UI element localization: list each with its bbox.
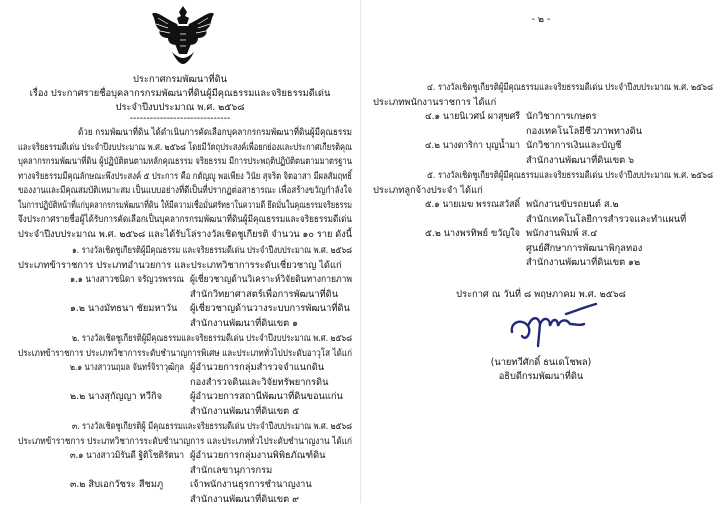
page-1 [0,0,360,503]
intro-paragraph-line: ด้วย กรมพัฒนาที่ดิน ได้ดำเนินการคัดเลือกบุคลากรกรมพัฒนาที่ดินผู้มีคุณธรรม [78,127,352,138]
awardee-name: ๕.๑ นายเมฆ พรรณสวัสดิ์ [425,199,520,210]
section-heading: ๒. รางวัลเชิดชูเกียรติผู้มีคุณธรรมและจริยธรรมดีเด่น ประจำปีงบประมาณ พ.ศ. ๒๕๖๘ [72,333,353,344]
awardee-name: ๕.๒ นางพรทิพย์ ขวัญใจ [425,228,521,239]
section-heading: ๑. รางวัลเชิดชูเกียรติผู้มีคุณธรรม และจริยธรรมดีเด่น ประจำปีงบประมาณ พ.ศ. ๒๕๖๘ [72,245,352,256]
awardee-position: ผู้เชี่ยวชาญด้านวางระบบการพัฒนาที่ดิน [190,303,350,314]
awardee-position: เจ้าพนักงานธุรการชำนาญงาน [190,479,312,490]
intro-paragraph-line: ทางจริยธรรมมีคุณลักษณะพึงประสงค์ ๕ ประการ คือ กตัญญู พอเพียง วินัย สุจริต จิตอาสา มีผลสัมฤทธิ์ [18,170,353,182]
awardee-position: กองสำรวจดินและวิจัยทรัพยากรดิน [190,376,329,388]
awardee-position: ผู้อำนวยการกลุ่มงานพิพิธภัณฑ์ดิน [190,450,326,461]
intro-paragraph-line: ประจำปีงบประมาณ พ.ศ. ๒๕๖๘ และได้รับโล่รางวัลเชิดชูเกียรติ จำนวน ๑๐ ราย ดังนี้ [18,228,353,240]
awardee-name: ๓.๑ นางสาวมิรันดี ฐิติโชติรัตนา [70,450,184,461]
awardee-name: ๒.๑ นางสาวนฤมล จันทร์จิราวุฒิกุล [70,362,185,373]
signatory-title: อธิบดีกรมพัฒนาที่ดิน [498,371,584,382]
awardee-name: ๑.๒ นางมัทธนา ชัยมหาวัน [70,303,178,314]
awardee-position: ผู้อำนวยการกลุ่มสำรวจจำแนกดิน [190,362,325,373]
awardee-position: สำนักงานพัฒนาที่ดินเขต ๑๒ [526,257,641,268]
awardee-name: ๔.๒ นางดาริกา บุญน้ำมา [425,140,521,151]
section-category: ประเภทข้าราชการ ประเภทวิชาการระดับชำนาญการ และประเภททั่วไประดับชำนาญงาน ได้แก่ [18,435,353,447]
section-heading: ๕. รางวัลเชิดชูเกียรติผู้มีคุณธรรมและจริยธรรมดีเด่น ประจำปีงบประมาณ พ.ศ. ๒๕๖๘ [427,170,713,181]
announcement-year: ประจำปีงบประมาณ พ.ศ. ๒๕๖๘ [115,102,245,113]
signatory-name: (นายทวีศักดิ์ ธนเดโชพล) [490,357,592,368]
awardee-position: สำนักงานพัฒนาที่ดินเขต ๖ [526,154,635,166]
intro-paragraph-line: ของงานและมีคุณสมบัติเหมาะสม เป็นแบบอย่างที่ดีเป็นที่ปรากฏต่อสาธารณะ เพื่อสร้างขวัญกำลังใจ [18,185,352,196]
intro-paragraph-line: บุคลากรกรมพัฒนาที่ดิน ผู้ปฏิบัติตนตามหลักคุณธรรม จริยธรรม มีการประพฤติปฏิบัติตนตามมาตรฐาน [18,156,353,167]
section-category: ประเภทข้าราชการ ประเภทอำนวยการ และประเภทวิชาการระดับเชี่ยวชาญ ได้แก่ [18,259,342,271]
awardee-position: สำนักงานพัฒนาที่ดินเขต ๙ [190,493,299,505]
awardee-position: ผู้เชี่ยวชาญด้านวิเคราะห์วิจัยดินทางกายภาพ [190,274,352,285]
date-line: ประกาศ ณ วันที่ ๘ พฤษภาคม พ.ศ. ๒๕๖๘ [456,289,626,300]
announcement-subject: เรื่อง ประกาศรายชื่อบุคลากรกรมพัฒนาที่ดินผู้มีคุณธรรมและจริยธรรมดีเด่น [29,88,331,99]
announcement-org: ประกาศกรมพัฒนาที่ดิน [132,74,227,85]
page-number: - ๒ - [531,14,551,25]
awardee-position: พนักงานขับรถยนต์ ส.๒ [526,199,619,210]
awardee-name: ๑.๑ นางสาวชนิดา จรัญวรพรรณ [70,274,185,285]
awardee-position: พนักงานพิมพ์ ส.๔ [526,228,598,239]
awardee-position: ศูนย์ศึกษาการพัฒนาพิกุลทอง [526,242,643,254]
page-2 [361,0,721,503]
section-category: ประเภทข้าราชการ ประเภทวิชาการระดับชำนาญการพิเศษ และประเภททั่วไปประดับอาวุโส ได้แก่ [18,347,352,359]
section-heading: ๔. รางวัลเชิดชูเกียรติผู้มีคุณธรรมและจริยธรรมดีเด่น ประจำปีงบประมาณ พ.ศ. ๒๕๖๘ [427,82,713,93]
section-heading: ๓. รางวัลเชิดชูเกียรติผู้ มีคุณธรรมและจริยธรรมดีเด่น ประจำปีงบประมาณ พ.ศ. ๒๕๖๘ [72,421,353,432]
awardee-position: สำนักงานพัฒนาที่ดินเขต ๑ [190,317,299,329]
intro-paragraph-line: และจริยธรรมดีเด่น ประจำปีงบประมาณ พ.ศ. ๒๕๖๘ โดยมีวัตถุประสงค์เพื่อยกย่องและประกาศเกียรติคุณ [18,141,353,153]
awardee-position: นักวิชาการเกษตร [526,111,597,122]
awardee-position: นักวิชาการเงินและบัญชี [526,140,622,151]
awardee-name: ๔.๑ นายนิเวศน์ ผาสุขศรี [425,111,521,122]
intro-paragraph-line: จึงประกาศรายชื่อผู้ได้รับการคัดเลือกเป็นบุคลากรกรมพัฒนาที่ดินผู้มีคุณธรรมและจริยธรรมดีเด่น [18,214,353,225]
section-category: ประเภทลูกจ้างประจำ ได้แก่ [373,184,483,196]
awardee-position: สำนักงานพัฒนาที่ดินเขต ๕ [190,405,300,417]
awardee-position: สำนักวิทยาศาสตร์เพื่อการพัฒนาที่ดิน [190,288,339,300]
awardee-name: ๒.๒ นางสุกัญญา ทวีกิจ [70,391,163,402]
awardee-position: สำนักเลขานุการกรม [190,464,273,476]
garuda-emblem-icon [150,4,216,66]
section-category: ประเภทพนักงานราชการ ได้แก่ [373,96,497,108]
intro-paragraph-line: ในการปฏิบัติหน้าที่แก่บุคลากรกรมพัฒนาที่ดิน ให้มีความเชื่อมั่นศรัทธาในความดี ยึดมั่นในคุณธรรมจริยธรรม [18,199,352,211]
awardee-position: สำนักเทคโนโลยีการสำรวจและทำแผนที่ [526,213,687,225]
awardee-position: กองเทคโนโลยีชีวภาพทางดิน [526,125,643,137]
awardee-name: ๓.๒ สิบเอกวัชระ สีชมภู [70,479,164,490]
header-rule: ------------------------------ [129,113,231,124]
awardee-position: ผู้อำนวยการสถานีพัฒนาที่ดินขอนแก่น [190,391,343,402]
